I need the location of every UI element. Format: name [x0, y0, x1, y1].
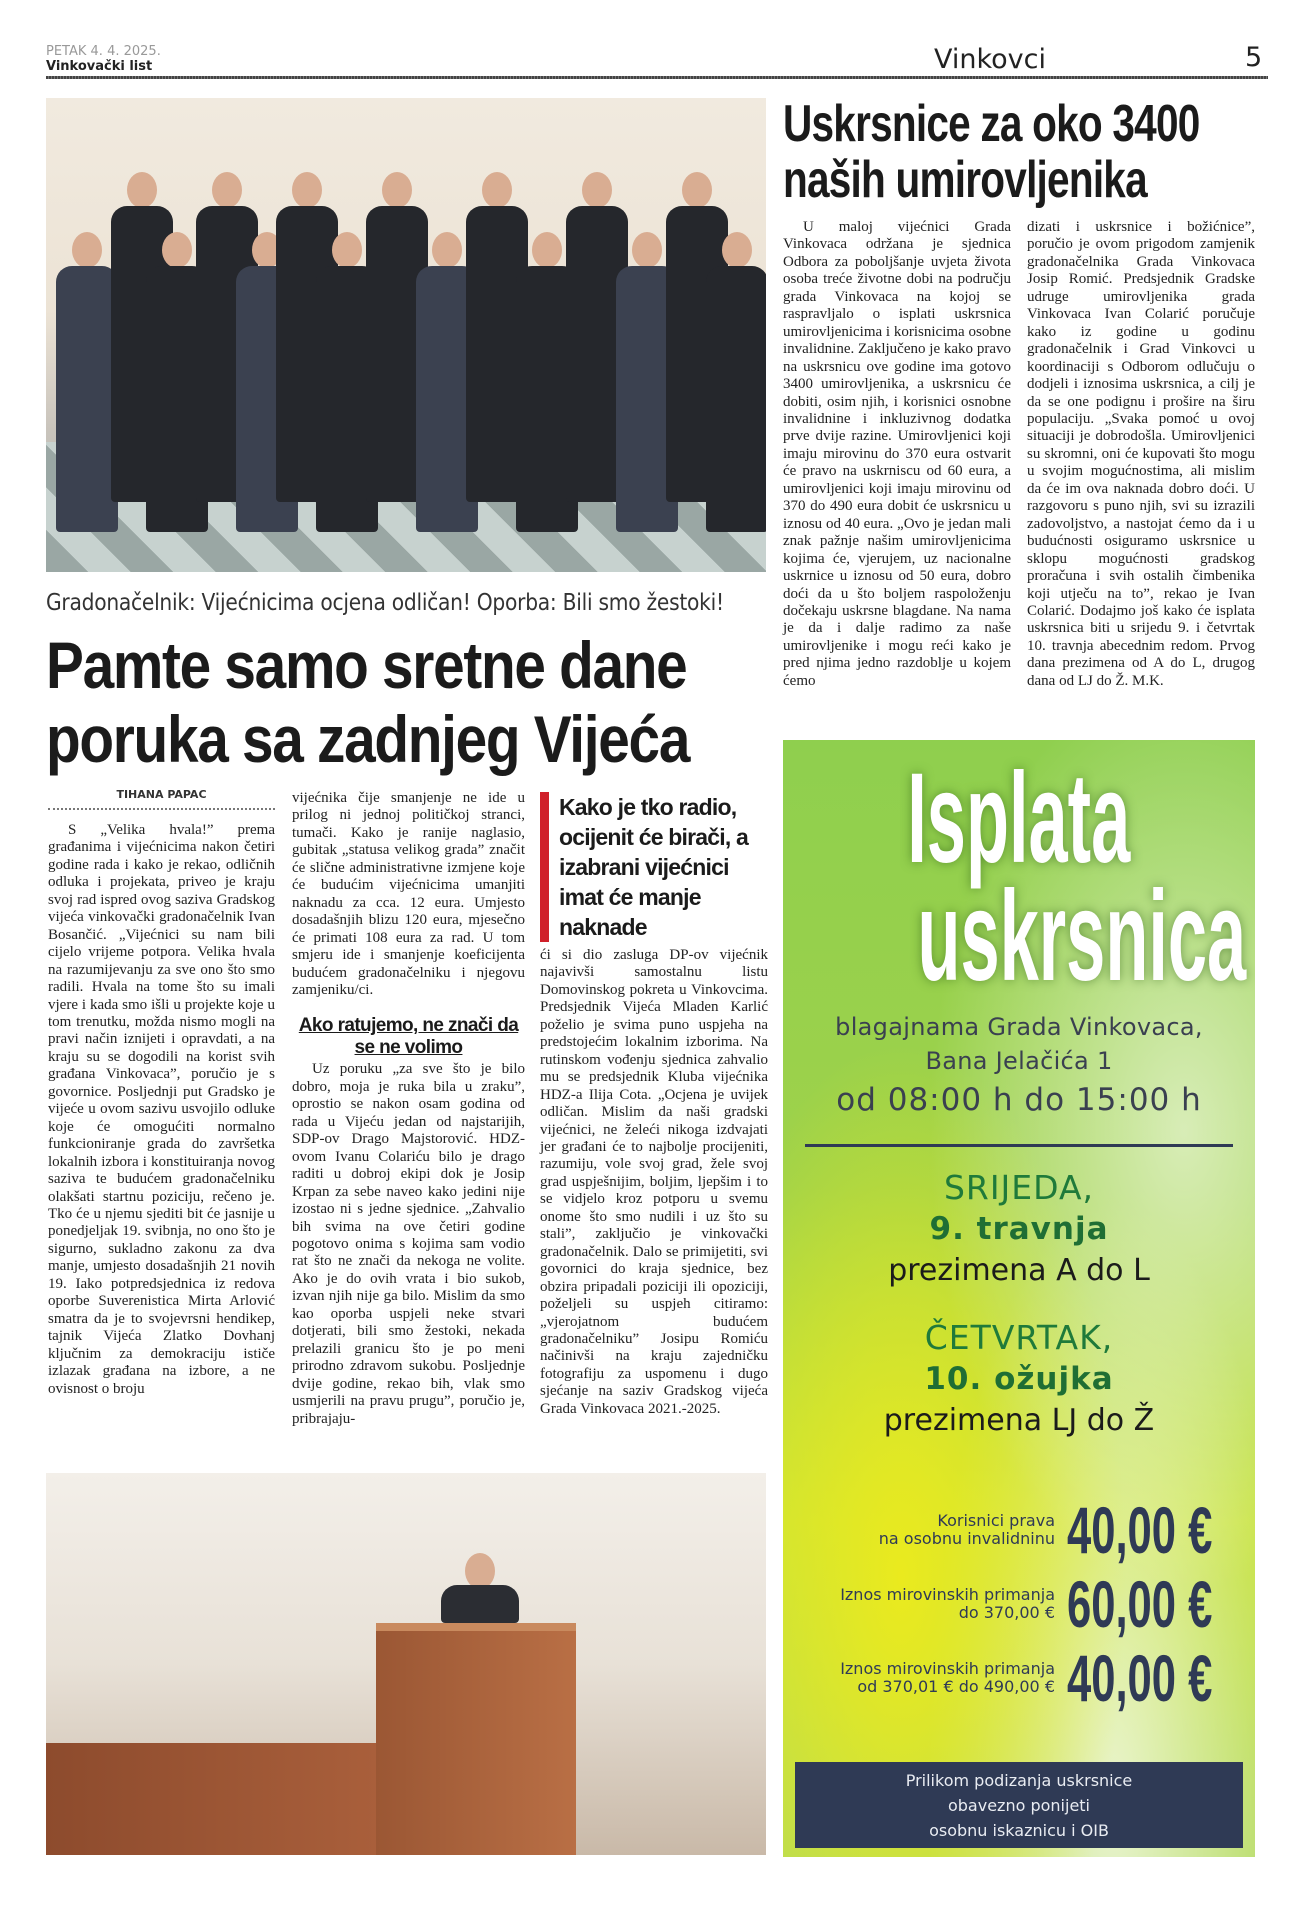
headline-line-1: Pamte samo sretne dane [46, 628, 687, 702]
article-column-2 [292, 790, 525, 1428]
amount-label: Iznos mirovinskih primanja do 370,00 € [840, 1585, 1055, 1622]
article-column-3: ći si dio zasluga DP-ov vijećnik najavivši samostalnu listu Domovinskog pokreta u Vinkovcima. Predsjednik Vijeća Mladen Karlić poželio je svima puno uspjeha na predstojećim lokalnim izborima. Na rutinskom vođenju sjednica zahvalio mu se predsjednik Kluba vijećnika HDZ-a Ilija Cota. „Ocjena je uvijek odličan. Mislim da naši gradski vijećnici, ne želeći nikoga izdvajati jer građani će to najbolje procijeniti, razumiju, vole svoj grad, žele svoj grad uspješnijim, boljim, ljepšim i to se vidjelo kroz potporu u svemu onome što smo nudili i uz što su stali”, zaključio je vinkovački gradonačelnik. Dalo se primijetiti, svi govornici do kraja sjednice, bez obzira pripadali poziciji ili opoziciji, poželjeli su uspjeh citiramo: „vjerojatnom budućem gradonačelniku” Josipu Romiću načinivši na kraju zajedničku fotografiju za uspomenu i dugo sjećanje na saziv Gradskog vijeća Grada Vinkovaca 2021.-2025. [540, 947, 768, 1417]
section-title: Vinkovci [933, 44, 1046, 75]
day-name: ČETVRTAK, [924, 1318, 1114, 1357]
header-rule [46, 76, 1268, 79]
note-line: osobnu iskaznicu i OIB [929, 1821, 1109, 1840]
note-line: obavezno ponijeti [947, 1796, 1090, 1815]
article-column-1: S „Velika hvala!” prema građanima i vijećnicima nakon četiri godine rada i kako je rekao, odličnih odluka i projekata, priveo je kraju svoj rad ispred ovog saziva Gradskog vijeća vinkovački gradonačelnik Ivan Bosančić. „Vijećnici su nam bili cijelo vrijeme potpora. Velika hvala na razumijevanju za sve ono što smo radili. Hvala na tome što su imali vjere i kada smo išli u projekte koje u tom trenutku, možda nismo mogli na pravi način iznijeti i opravdati, a na kraju su se dogodili na korist svih građana Vinkovaca”, poručio je s govornice. Posljednji put Gradsko je vijeće u ovom sazivu usvojilo odluke koje će omogućiti normalno funkcioniranje grada do završetka lokalnih izbora i konstituiranja novog saziva te budućem gradonačelniku olakšati startnu poziciju, rečeno je. Tko će u njemu sjediti bit će jasnije u ponedjeljak 19. svibnja, no ono što je sigurno, sukladno zakonu za dva manje, umjesto dosadašnjih 21 novih 19. Iako potpredsjednica iz redova oporbe Suverenistica Mirta Arlović smatra da je to svojevrsni hendikep, tajnik Vijeća Zlatko Dovhanj ključnim za demokraciju ističe izlazak građana na izbore, a ne ovisnost o broju [48, 822, 275, 1397]
ad-divider [805, 1144, 1233, 1147]
amount-row [783, 1641, 1255, 1715]
ad-title [783, 747, 1255, 1008]
newspaper-name: Vinkovački list [46, 59, 153, 74]
ad-title-line-2: uskrsnica [917, 865, 1247, 1008]
easter-payment-ad [783, 740, 1255, 1857]
amount-row [783, 1493, 1255, 1567]
ad-location-line-1: blagajnama Grada Vinkovaca, [835, 1013, 1203, 1041]
issue-date: PETAK 4. 4. 2025. [46, 44, 161, 59]
side-headline-line-2: naših umirovljenika [783, 151, 1147, 209]
ad-location-line-2: Bana Jelačića 1 [925, 1047, 1113, 1075]
speaker-figure [441, 1553, 519, 1623]
amount-value: 40,00 € [1067, 1493, 1213, 1567]
amount-value: 40,00 € [1067, 1641, 1213, 1715]
person-figure [56, 232, 118, 532]
day-date: 10. ožujka [924, 1361, 1114, 1397]
side-column-1: U maloj vijećnici Grada Vinkovaca održana je sjednica Odbora za poboljšanje uvjeta života osoba treće životne dobi na području grada Vinkovaca na kojoj se raspravljalo o isplati uskrsnica umirovljenicima i korisnicima osobne invalidnine. Zaključeno je kako pravo na uskrsnicu ove godine ima gotovo 3400 umirovljenika, a uskrsnicu će dobiti, osim njih, i korisnici osnobne invalidnine i inkluzivnog dodatka prve dvije razine. Umirovljenici koji imaju mirovinu do 370 eura ostvarit će pravo na uskrniscu od 60 eura, a umirovljenici koji imaju mirovinu od 370 do 490 eura dobit će uskrsnicu u iznosu od 40 eura. „Ovo je jedan mali znak pažnje našim umirovljenicima kojima će, vjerujem, uz nacionalne uskrnice u iznosu od 50 eura, dobro doći da u što boljem raspoloženju dočekaju uskrsne blagdane. Na nama je da i dalje radimo za naše umirovljenike i mogu reći kako je pred njima jedno razdoblje u kojem ćemo [783, 219, 1011, 689]
amount-label: Korisnici prava na osobnu invalidninu [878, 1511, 1055, 1548]
ad-day-1 [783, 1167, 1255, 1293]
subheading: Ako ratujemo, ne znači da se ne volimo [298, 1015, 519, 1059]
surname-range: prezimena LJ do Ž [883, 1403, 1155, 1438]
ad-day-2 [783, 1317, 1255, 1443]
side-column-2: dizati i uskrsnice i božićnice”, poručio je ovom prigodom zamjenik gradonačelnika Grada Vinkovaca Josip Romić. Predsjednik Gradske udruge umirovljenika grada Vinkovaca Ivan Colarić poručuje kako iz godine u godinu gradonačelnik i Grad Vinkovci u koordinaciji s Odborom odlučuju o dodjeli i iznosima uskrsnica, a cilj je da se one podignu i prošire na širu populaciju. „Svaka pomoć u ovoj situaciji je dobrodošla. Umirovljenici su skromni, oni će kupovati što mogu u svojim mogućnostima, ali mislim da će im ova naknada dobro doći. U razgovoru s puno njih, svi su izrazili zadovoljstvo, a nastojat ćemo da i u budućnosti osiguramo uskrsnice u sklopu mogućnosti gradskog proračuna i svih ostalih čimbenika koji utječu na to”, rekao je Ivan Colarić. Dodajmo još kako će isplata uskrsnica biti u srijedu 9. i četvrtak 10. travnja abecednim redom. Prvog dana prezimena od A do L, drugog dana od LJ do Ž. M.K. [1027, 219, 1255, 689]
byline: TIHANA PAPAC [48, 788, 275, 810]
amount-row [783, 1567, 1255, 1641]
council-table [46, 1743, 376, 1855]
person-figure [706, 232, 766, 532]
amount-label: Iznos mirovinskih primanja od 370,01 € do 490,00 € [840, 1659, 1055, 1696]
amount-value: 60,00 € [1067, 1567, 1213, 1641]
page-number: 5 [1245, 42, 1263, 73]
surname-range: prezimena A do L [888, 1253, 1150, 1288]
day-date: 9. travnja [929, 1211, 1109, 1247]
side-headline-line-1: Uskrsnice za oko 3400 [783, 95, 1200, 153]
council-session-photo [46, 1473, 766, 1855]
group-photo [46, 98, 766, 572]
day-name: SRIJEDA, [943, 1168, 1095, 1207]
kicker-text: Gradonačelnik: Vijećnicima ocjena odličan! Oporba: Bili smo žestoki! [46, 590, 724, 616]
column-2-text-continued: Uz poruku „za sve što je bilo dobro, moja je ruka bila u zraku”, oprostio se nakon osam godina od rada u Vijeću jedan od najstarijih, SDP-ov Drago Majstorović. HDZ-ovom Ivanu Colariću bilo je drago raditi u dobroj ekipi dok je Josip Krpan za sebe naveo kako jedini nije izostao ni s jedne sjednice. „Zahvalio bih svima na ove četiri godine pogotovo onima s kojima sam vodio rat što ne znači da nekoga ne volite. Ako je do ovih vrata i bio sukob, izvan njih nije ga bilo. Mislim da smo kao oporba uspjeli neke stvari dotjerati, bili smo žestoki, nekada prelazili granicu što je po meni prirodno zdravom sukobu. Posljednje dvije godine, rekao bih, vlak smo usmjerili na pravu prugu”, poručio je, pribrajaju- [292, 1061, 525, 1427]
side-headline [783, 96, 1311, 208]
pull-quote: Kako je tko radio, ocijenit će birači, a izabrani vijećnici imat će manje naknade [540, 792, 770, 942]
ad-hours: od 08:00 h do 15:00 h [836, 1082, 1202, 1118]
article-kicker [46, 590, 771, 616]
article-headline [46, 628, 794, 776]
speaker-podium [376, 1623, 576, 1855]
column-2-text: vijećnika čije smanjenje ne ide u prilog ni jednoj političkoj stranci, tumači. Kako je ranije naglasio, gubitak „statusa velikog grada” značit će slične administrativne izmjene koje će budućim vijećnicima umanjiti naknadu za cca. 12 eura. Umjesto dosadašnjih blizu 120 eura, mjesečno će primati 108 eura za rad. U tom smjeru ide i smanjenje koeficijenta budućem gradonačelniku i njegovu zamjeniku/ci. [292, 790, 525, 998]
ad-note-box [795, 1762, 1243, 1848]
ad-title-line-1: Isplata [907, 747, 1131, 890]
note-line: Prilikom podizanja uskrsnice [905, 1771, 1133, 1790]
headline-line-2: poruka sa zadnjeg Vijeća [46, 702, 690, 776]
